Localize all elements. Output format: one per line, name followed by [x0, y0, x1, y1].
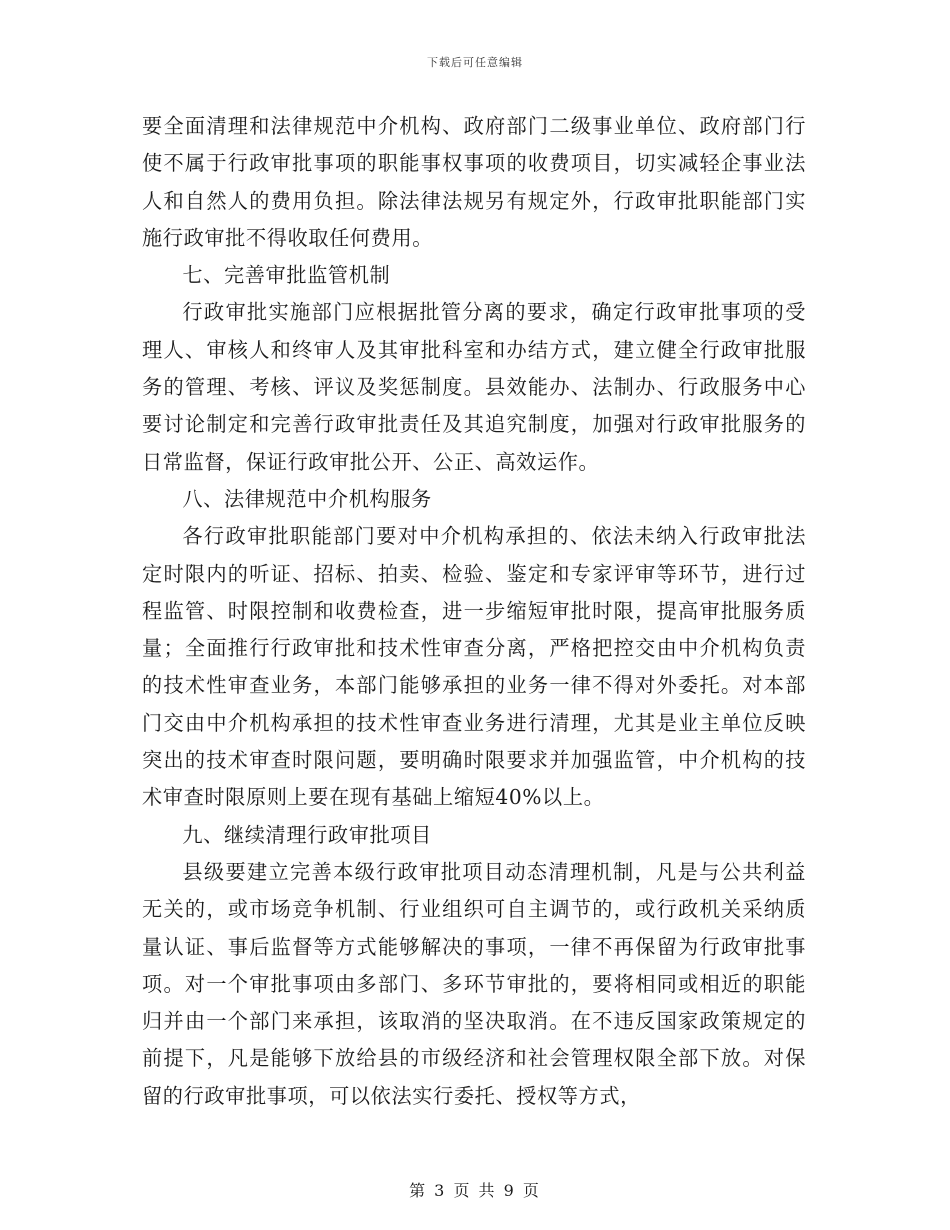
paragraph-intermediary: 各行政审批职能部门要对中介机构承担的、依法未纳入行政审批法定时限内的听证、招标、拍卖、检验、鉴定和专家评审等环节，进行过程监管、时限控制和收费检查，进一步缩短审批时限，提高审批服务质量；全面推行行政审批和技术性审查分离，严格把控交由中介机构负责的技术性审查业务，本部门能够承担的业务一律不得对外委托。对本部门交由中介机构承担的技术性审查业务进行清理，尤其是业主单位反映突出的技术审查时限问题，要明确时限要求并加强监管，中介机构的技术审查时限原则上要在现有基础上缩短40%以上。: [142, 524, 806, 810]
section-heading-7: 七、完善审批监管机制: [182, 263, 391, 288]
paragraph-cleanup-items: 县级要建立完善本级行政审批项目动态清理机制，凡是与公共利益无关的，或市场竞争机制、行业组织可自主调节的，或行政机关采纳质量认证、事后监督等方式能够解决的事项，一律不再保留为行政审批事项。对一个审批事项由多部门、多环节审批的，要将相同或相近的职能归并由一个部门来承担，该取消的坚决取消。在不违反国家政策规定的前提下，凡是能够下放给县的市级经济和社会管理权限全部下放。对保留的行政审批事项，可以依法实行委托、授权等方式，: [142, 859, 806, 1108]
paragraph-fee-cleanup: 要全面清理和法律规范中介机构、政府部门二级事业单位、政府部门行使不属于行政审批事项的职能事权事项的收费项目，切实减轻企事业法人和自然人的费用负担。除法律法规另有规定外，行政审批职能部门实施行政审批不得收取任何费用。: [142, 114, 806, 250]
section-heading-8: 八、法律规范中介机构服务: [182, 486, 432, 511]
section-heading-9: 九、继续清理行政审批项目: [182, 822, 432, 847]
page-header: 下载后可任意编辑: [427, 56, 523, 69]
page-number: 第 3 页 共 9 页: [409, 1181, 541, 1200]
document-body: [142, 108, 806, 1115]
paragraph-supervision: 行政审批实施部门应根据批管分离的要求，确定行政审批事项的受理人、审核人和终审人及其审批科室和办结方式，建立健全行政审批服务的管理、考核、评议及奖惩制度。县效能办、法制办、行政服务中心要讨论制定和完善行政审批责任及其追究制度，加强对行政审批服务的日常监督，保证行政审批公开、公正、高效运作。: [142, 300, 806, 474]
